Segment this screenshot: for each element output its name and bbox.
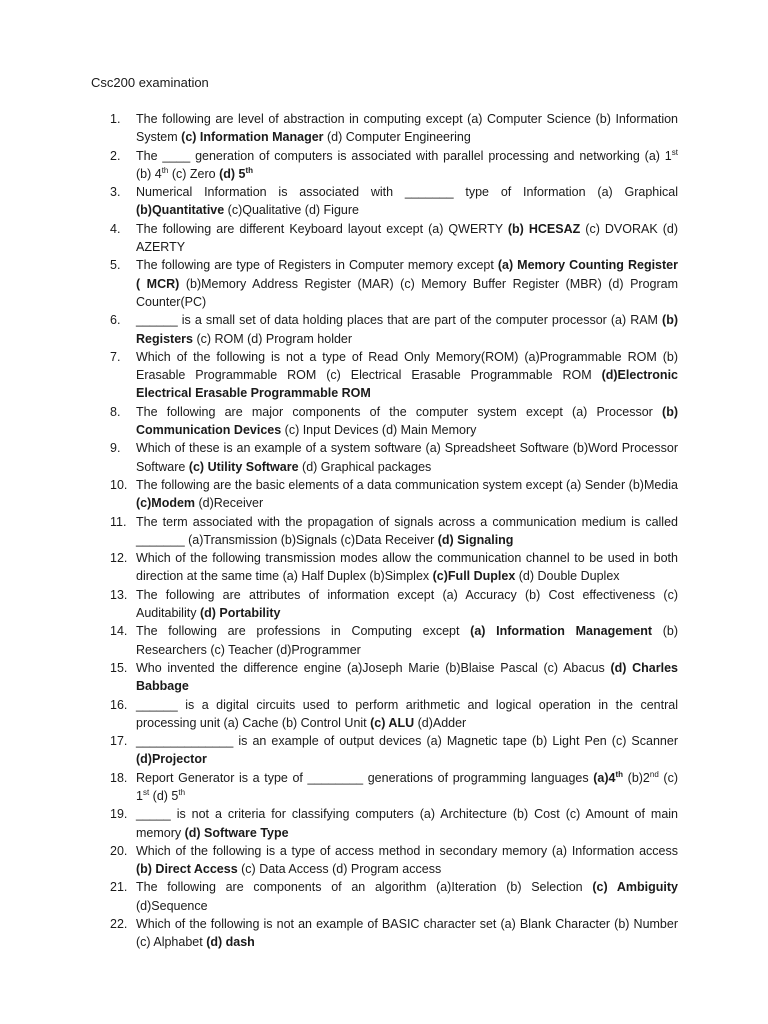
question-text bbox=[136, 147, 678, 184]
question-item bbox=[0, 622, 768, 659]
ordinal-suffix: st bbox=[142, 787, 150, 797]
answer-option: (d) 5 bbox=[219, 166, 246, 181]
question-fragment: Who invented the difference engine (a)Joseph Marie (b)Blaise Pascal (c) Abacus bbox=[136, 660, 611, 675]
question-number: 9. bbox=[110, 441, 121, 456]
question-text bbox=[136, 805, 678, 842]
answer-option: (b)Quantitative bbox=[136, 203, 225, 218]
question-text bbox=[136, 311, 678, 348]
question-text bbox=[136, 513, 678, 550]
question-fragment: (c) 1 bbox=[136, 770, 678, 803]
question-text bbox=[136, 403, 678, 440]
question-item bbox=[0, 256, 768, 311]
question-item bbox=[0, 403, 768, 440]
question-text bbox=[136, 769, 678, 806]
question-number: 18. bbox=[110, 770, 128, 785]
ordinal-suffix: th bbox=[161, 165, 169, 175]
answer-option: (c)Full Duplex bbox=[432, 569, 516, 584]
question-number: 3. bbox=[110, 185, 121, 200]
question-item bbox=[0, 842, 768, 879]
answer-option: (b) Direct Access bbox=[136, 862, 238, 877]
answer-option: (d) Software Type bbox=[184, 825, 289, 840]
question-text bbox=[136, 348, 678, 403]
question-number: 19. bbox=[110, 807, 128, 822]
answer-option: (c) Ambiguity bbox=[592, 880, 678, 895]
question-item bbox=[0, 439, 768, 476]
question-item bbox=[0, 311, 768, 348]
question-fragment: (d)Sequence bbox=[136, 898, 208, 913]
question-fragment: The ____ generation of computers is associated with parallel processing and networking (a) 1 bbox=[136, 148, 672, 163]
question-text bbox=[136, 220, 678, 257]
ordinal-suffix: th bbox=[245, 165, 254, 175]
question-fragment: The following are professions in Computing except bbox=[136, 624, 471, 639]
question-fragment: (d) 5 bbox=[149, 788, 179, 803]
question-number: 17. bbox=[110, 734, 128, 749]
question-number: 4. bbox=[110, 221, 121, 236]
question-number: 6. bbox=[110, 313, 121, 328]
question-text bbox=[136, 256, 678, 311]
question-number: 2. bbox=[110, 148, 121, 163]
question-text bbox=[136, 439, 678, 476]
question-fragment: The following are the basic elements of a data communication system except (a) Sender (b)Media bbox=[136, 477, 678, 492]
question-fragment: The following are different Keyboard layout except (a) QWERTY bbox=[136, 221, 508, 236]
question-fragment: The following are components of an algorithm (a)Iteration (b) Selection bbox=[136, 880, 593, 895]
ordinal-suffix: nd bbox=[649, 769, 659, 779]
question-fragment: The following are attributes of information except (a) Accuracy (b) Cost effectiveness (c) Auditability bbox=[136, 587, 678, 621]
ordinal-suffix: th bbox=[178, 787, 186, 797]
question-text bbox=[136, 878, 678, 915]
answer-option: (a)4 bbox=[593, 770, 616, 785]
question-number: 22. bbox=[110, 917, 128, 932]
answer-option: (d) Portability bbox=[199, 606, 281, 621]
question-fragment: (c)Qualitative (d) Figure bbox=[224, 203, 359, 218]
ordinal-suffix: th bbox=[615, 769, 624, 779]
question-number: 11. bbox=[110, 514, 127, 529]
question-number: 21. bbox=[110, 880, 128, 895]
question-text bbox=[136, 476, 678, 513]
question-fragment: (d) Double Duplex bbox=[515, 569, 620, 584]
question-text bbox=[136, 549, 678, 586]
question-text bbox=[136, 586, 678, 623]
question-fragment: (d) Computer Engineering bbox=[323, 130, 471, 145]
question-number: 13. bbox=[110, 587, 128, 602]
question-fragment: Which of these is an example of a system software (a) Spreadsheet Software (b)Word Processor Software bbox=[136, 441, 678, 474]
answer-option: (d) Signaling bbox=[437, 532, 514, 547]
answer-option: (d) dash bbox=[206, 935, 255, 950]
question-fragment: Which of the following transmission modes allow the communication channel to be used in both direction at the same time (a) Half Duplex (b)Simplex bbox=[136, 551, 678, 584]
question-text bbox=[136, 696, 678, 733]
question-fragment: ______ is a digital circuits used to perform arithmetic and logical operation in the central processing unit (a) Cache (b) Control Unit bbox=[136, 697, 678, 730]
question-item bbox=[0, 183, 768, 220]
question-item bbox=[0, 513, 768, 550]
question-item bbox=[0, 147, 768, 184]
question-text bbox=[136, 183, 678, 220]
document-title: Csc200 examination bbox=[91, 75, 209, 90]
question-number: 14. bbox=[110, 624, 128, 639]
question-number: 15. bbox=[110, 660, 128, 675]
question-fragment: (b) 4 bbox=[136, 166, 162, 181]
question-item bbox=[0, 586, 768, 623]
question-number: 10. bbox=[110, 477, 128, 492]
question-fragment: Which of the following is a type of access method in secondary memory (a) Information access bbox=[136, 843, 678, 858]
question-item bbox=[0, 110, 768, 147]
answer-option: (c) Information Manager bbox=[181, 130, 324, 145]
question-item bbox=[0, 769, 768, 806]
question-number: 8. bbox=[110, 404, 121, 419]
question-fragment: (b) Researchers (c) Teacher (d)Programmer bbox=[136, 624, 679, 657]
answer-option: (a) Memory Counting Register ( MCR) bbox=[136, 258, 678, 291]
question-fragment: (d) Graphical packages bbox=[298, 459, 432, 474]
answer-option: (c)Modem bbox=[136, 496, 196, 511]
question-item bbox=[0, 659, 768, 696]
question-fragment: Numerical Information is associated with _______ type of Information (a) Graphical bbox=[136, 185, 678, 200]
question-number: 12. bbox=[110, 551, 128, 566]
question-text bbox=[136, 622, 678, 659]
question-fragment: The following are type of Registers in Computer memory except bbox=[136, 258, 498, 273]
question-fragment: (c) Data Access (d) Program access bbox=[237, 862, 442, 877]
answer-option: (c) ALU bbox=[370, 715, 415, 730]
question-fragment: (c) DVORAK (d) AZERTY bbox=[136, 221, 679, 255]
answer-option: (b) HCESAZ bbox=[507, 221, 581, 236]
question-text bbox=[136, 110, 678, 147]
answer-option: (a) Information Management bbox=[470, 624, 653, 639]
question-item bbox=[0, 915, 768, 952]
question-fragment: (c) Zero bbox=[168, 166, 220, 181]
question-number: 5. bbox=[110, 258, 121, 273]
question-fragment: (d)Receiver bbox=[195, 496, 264, 511]
question-item bbox=[0, 878, 768, 915]
question-fragment: The term associated with the propagation of signals across a communication medium is called _______ (a)Transmission (b)Signals (c)Data Receiver bbox=[136, 514, 678, 547]
question-fragment: Which of the following is not a type of Read Only Memory(ROM) (a)Programmable ROM (b) Erasable Programmable ROM (c) Electrical Erasable Programmable ROM bbox=[136, 349, 678, 383]
question-item bbox=[0, 549, 768, 586]
question-text bbox=[136, 732, 678, 769]
question-text bbox=[136, 915, 678, 952]
question-item bbox=[0, 476, 768, 513]
ordinal-suffix: st bbox=[671, 147, 678, 157]
question-fragment: (c) Input Devices (d) Main Memory bbox=[281, 423, 477, 438]
question-list bbox=[0, 110, 768, 952]
answer-option: (d)Electronic Electrical Erasable Programmable ROM bbox=[136, 368, 678, 401]
answer-option: (c) Utility Software bbox=[188, 459, 299, 474]
question-fragment: _____ is not a criteria for classifying computers (a) Architecture (b) Cost (c) Amount of main memory bbox=[136, 807, 678, 840]
question-fragment: (b)Memory Address Register (MAR) (c) Memory Buffer Register (MBR) (d) Program Counter(PC) bbox=[136, 276, 679, 309]
question-fragment: ______ is a small set of data holding places that are part of the computer processor (a) RAM bbox=[136, 313, 663, 328]
question-text bbox=[136, 842, 678, 879]
question-fragment: The following are major components of the computer system except (a) Processor bbox=[136, 404, 663, 419]
question-number: 1. bbox=[110, 112, 121, 126]
answer-option: (d) Charles Babbage bbox=[136, 660, 678, 694]
question-fragment: ______________ is an example of output devices (a) Magnetic tape (b) Light Pen (c) Scanner bbox=[136, 734, 678, 749]
question-item bbox=[0, 805, 768, 842]
question-fragment: (d)Adder bbox=[414, 715, 467, 730]
question-item bbox=[0, 348, 768, 403]
question-fragment: (b)2 bbox=[623, 770, 650, 785]
question-item bbox=[0, 220, 768, 257]
question-number: 7. bbox=[110, 349, 121, 364]
question-item bbox=[0, 732, 768, 769]
answer-option: (b) Communication Devices bbox=[136, 404, 678, 438]
question-item bbox=[0, 696, 768, 733]
answer-option: (b) Registers bbox=[136, 313, 678, 346]
question-fragment: Report Generator is a type of ________ generations of programming languages bbox=[136, 770, 594, 785]
question-fragment: The following are level of abstraction in computing except (a) Computer Science (b) Information System bbox=[136, 112, 678, 145]
question-fragment: (c) ROM (d) Program holder bbox=[192, 331, 353, 346]
question-number: 20. bbox=[110, 843, 128, 858]
answer-option: (d)Projector bbox=[136, 752, 207, 767]
question-fragment: Which of the following is not an example of BASIC character set (a) Blank Character (b) Number (c) Alphabet bbox=[136, 917, 678, 950]
question-text bbox=[136, 659, 678, 696]
question-number: 16. bbox=[110, 697, 128, 712]
